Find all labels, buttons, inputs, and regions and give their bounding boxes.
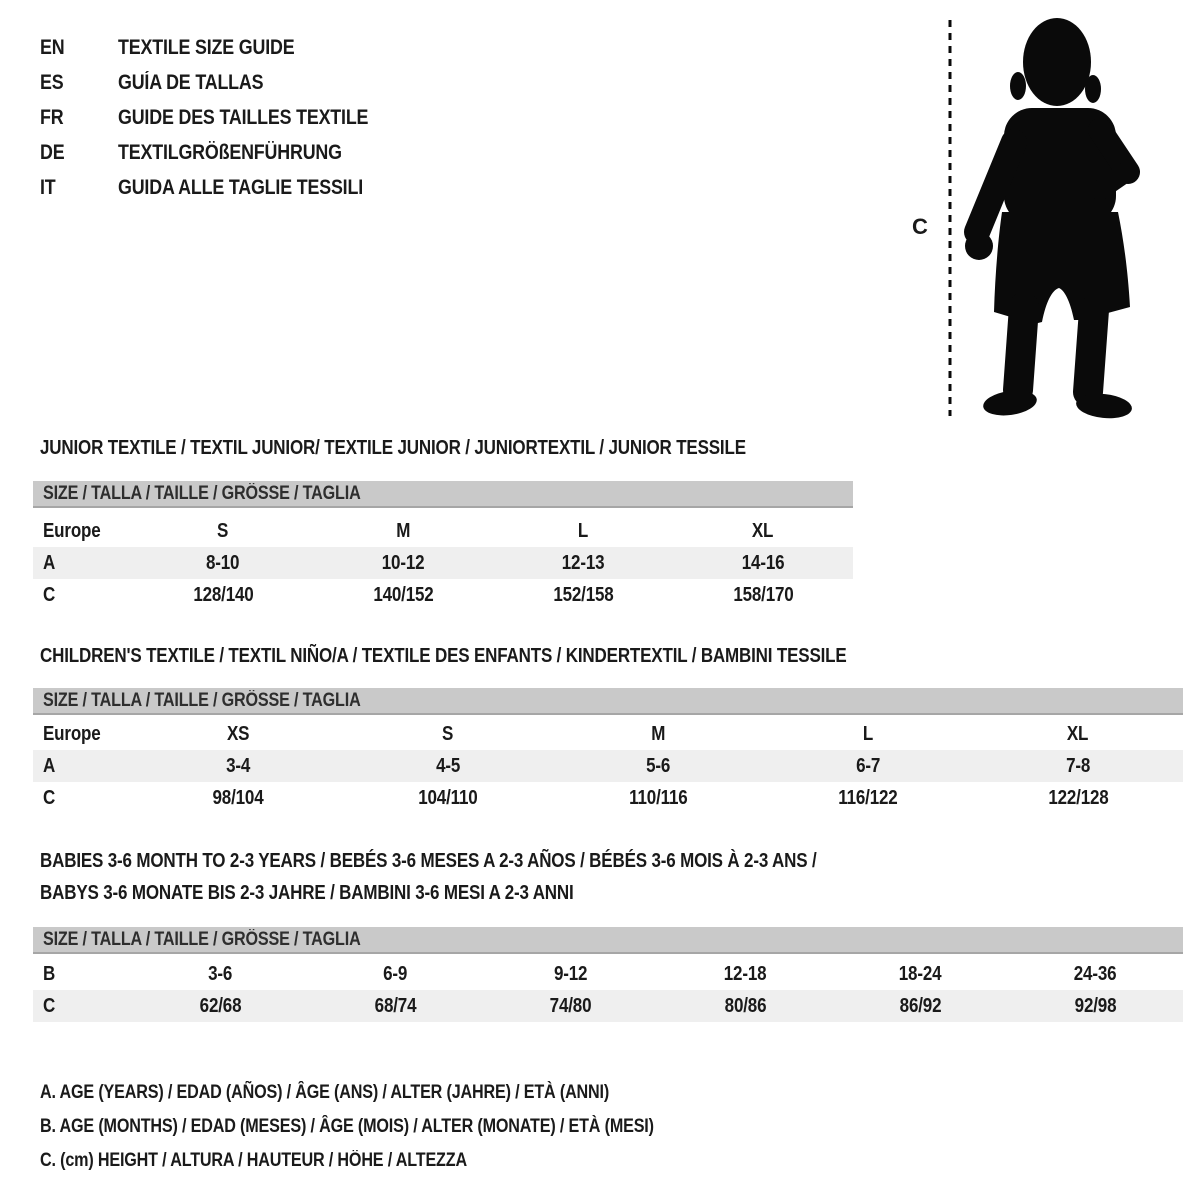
value-cell [313,584,493,607]
cell-value: 152/158 [552,583,614,606]
cell-value: M [651,722,665,745]
table-row [33,547,853,579]
row-label-cell [33,787,133,810]
language-code-cell [40,36,118,60]
cell-value: 122/128 [1047,786,1109,809]
size-header-bar [33,927,1183,954]
value-cell [553,787,763,810]
cell-value: 74/80 [549,994,592,1017]
toddler-leg-left [1018,307,1024,390]
value-cell [673,552,853,575]
row-label-cell [33,963,133,986]
cell-value: 12-13 [561,551,605,574]
section-title-text: CHILDREN'S TEXTILE / TEXTIL NIÑO/A / TEXTILE DES ENFANTS / KINDERTEXTIL / BAMBINI TESSILE [40,645,847,667]
cell-value: XL [1067,722,1089,745]
legend-line-text: A. AGE (YEARS) / EDAD (AÑOS) / ÂGE (ANS) / ALTER (JAHRE) / ETÀ (ANNI) [40,1082,610,1103]
babies-size-table [33,958,1183,1022]
language-list [40,30,412,205]
language-title: GUIDE DES TAILLES TEXTILE [118,105,369,129]
value-cell [133,520,313,543]
value-cell [763,723,973,746]
table-row [33,579,853,611]
value-cell [763,787,973,810]
height-marker-label: C [912,214,928,239]
value-cell [133,995,308,1018]
toddler-hand-left [965,232,993,260]
legend-line [40,1076,762,1110]
toddler-head [1023,18,1091,106]
cell-value: 158/170 [732,583,794,606]
value-cell [313,552,493,575]
cell-value: 12-18 [724,962,767,985]
language-title-cell [118,176,406,200]
section-title-text: JUNIOR TEXTILE / TEXTIL JUNIOR/ TEXTILE JUNIOR / JUNIORTEXTIL / JUNIOR TESSILE [40,437,746,459]
toddler-ear-right [1085,75,1101,103]
section-title-line2 [40,882,668,905]
cell-value: 92/98 [1074,994,1117,1017]
value-cell [493,584,673,607]
row-label: C [43,994,56,1017]
value-cell [553,755,763,778]
size-header-label: SIZE / TALLA / TAILLE / GRÖSSE / TAGLIA [43,482,361,504]
language-code: EN [40,35,65,59]
cell-value: 62/68 [199,994,242,1017]
language-title: GUIDA ALLE TAGLIE TESSILI [118,175,363,199]
table-row [33,958,1183,990]
row-label-cell [33,995,133,1018]
cell-value: 18-24 [899,962,942,985]
language-row [40,170,412,205]
cell-value: 128/140 [192,583,254,606]
cell-value: 104/110 [418,786,478,809]
cell-value: 3-6 [208,962,233,985]
value-cell [133,787,343,810]
row-label: A [43,551,56,574]
row-label-cell [33,584,133,607]
value-cell [133,755,343,778]
value-cell [673,584,853,607]
table-row [33,750,1183,782]
section-title [40,850,954,873]
value-cell [483,963,658,986]
size-header-label: SIZE / TALLA / TAILLE / GRÖSSE / TAGLIA [43,928,361,950]
row-label-cell [33,552,133,575]
language-row [40,65,412,100]
toddler-silhouette [965,18,1133,420]
value-cell [493,520,673,543]
size-header-bar [33,688,1183,715]
value-cell [973,787,1183,810]
row-label-cell [33,520,133,543]
value-cell [1008,963,1183,986]
cell-value: 7-8 [1065,754,1091,777]
value-cell [308,963,483,986]
row-label-cell [33,723,133,746]
language-row [40,30,412,65]
cell-value: XL [752,519,774,542]
value-cell [313,520,493,543]
legend-line [40,1110,762,1144]
language-code-cell [40,176,118,200]
measurement-legend [40,1076,762,1178]
row-label: B [43,962,56,985]
legend-line [40,1144,762,1178]
language-code-cell [40,106,118,130]
toddler-leg-right [1088,310,1094,392]
value-cell [483,995,658,1018]
language-row [40,100,412,135]
table-row [33,782,1183,814]
value-cell [973,755,1183,778]
value-cell [658,963,833,986]
cell-value: 98/104 [212,786,264,809]
children-size-table [33,718,1183,814]
cell-value: 6-9 [383,962,408,985]
table-row [33,990,1183,1022]
language-row [40,135,412,170]
cell-value: 9-12 [553,962,588,985]
value-cell [133,584,313,607]
row-label: Europe [43,519,101,542]
toddler-ear-left [1010,72,1026,100]
language-title-cell [118,71,289,95]
cell-value: 5-6 [645,754,671,777]
value-cell [833,995,1008,1018]
language-code-cell [40,141,118,165]
value-cell [673,520,853,543]
section-title-text2: BABYS 3-6 MONATE BIS 2-3 JAHRE / BAMBINI 3-6 MESI A 2-3 ANNI [40,882,574,904]
row-label: C [43,786,56,809]
cell-value: 68/74 [374,994,417,1017]
cell-value: 8-10 [206,551,240,574]
language-title-cell [118,36,326,60]
value-cell [833,963,1008,986]
legend-line-text: B. AGE (MONTHS) / EDAD (MESES) / ÂGE (MOIS) / ALTER (MONATE) / ETÀ (MESI) [40,1116,654,1137]
value-cell [553,723,763,746]
value-cell [343,755,553,778]
cell-value: L [577,519,589,542]
table-row [33,515,853,547]
section-title [40,645,989,668]
size-header-label: SIZE / TALLA / TAILLE / GRÖSSE / TAGLIA [43,689,361,711]
junior-size-table [33,515,853,611]
cell-value: 3-4 [225,754,251,777]
language-title-cell [118,141,381,165]
cell-value: 24-36 [1074,962,1117,985]
value-cell [308,995,483,1018]
section-title-text: BABIES 3-6 MONTH TO 2-3 YEARS / BEBÉS 3-6 MESES A 2-3 AÑOS / BÉBÉS 3-6 MOIS À 2-3 ANS / [40,850,817,872]
language-code: DE [40,140,65,164]
size-header-bar [33,481,853,508]
value-cell [343,787,553,810]
value-cell [1008,995,1183,1018]
legend-line-text: C. (cm) HEIGHT / ALTURA / HAUTEUR / HÖHE / ALTEZZA [40,1150,467,1171]
table-row [33,718,1183,750]
language-code: FR [40,105,64,129]
cell-value: 140/152 [372,583,434,606]
cell-value: 4-5 [435,754,461,777]
cell-value: 86/92 [899,994,942,1017]
cell-value: 10-12 [381,551,425,574]
cell-value: S [217,519,229,542]
cell-value: 6-7 [855,754,881,777]
language-title-cell [118,106,412,130]
toddler-silhouette-figure [940,12,1152,420]
language-code: IT [40,175,56,199]
cell-value: L [862,722,874,745]
cell-value: M [396,519,410,542]
cell-value: 80/86 [724,994,767,1017]
value-cell [133,963,308,986]
section-title [40,437,870,460]
value-cell [973,723,1183,746]
value-cell [343,723,553,746]
row-label: Europe [43,722,101,745]
language-code-cell [40,71,118,95]
language-code: ES [40,70,64,94]
value-cell [133,552,313,575]
language-title: TEXTILE SIZE GUIDE [118,35,295,59]
value-cell [763,755,973,778]
row-label-cell [33,755,133,778]
value-cell [133,723,343,746]
cell-value: 116/122 [838,786,898,809]
cell-value: XS [226,722,250,745]
cell-value: 14-16 [741,551,785,574]
language-title: GUÍA DE TALLAS [118,70,264,94]
value-cell [658,995,833,1018]
language-title: TEXTILGRÖßENFÜHRUNG [118,140,342,164]
value-cell [493,552,673,575]
row-label: C [43,583,56,606]
cell-value: S [442,722,454,745]
row-label: A [43,754,56,777]
cell-value: 110/116 [628,786,688,809]
